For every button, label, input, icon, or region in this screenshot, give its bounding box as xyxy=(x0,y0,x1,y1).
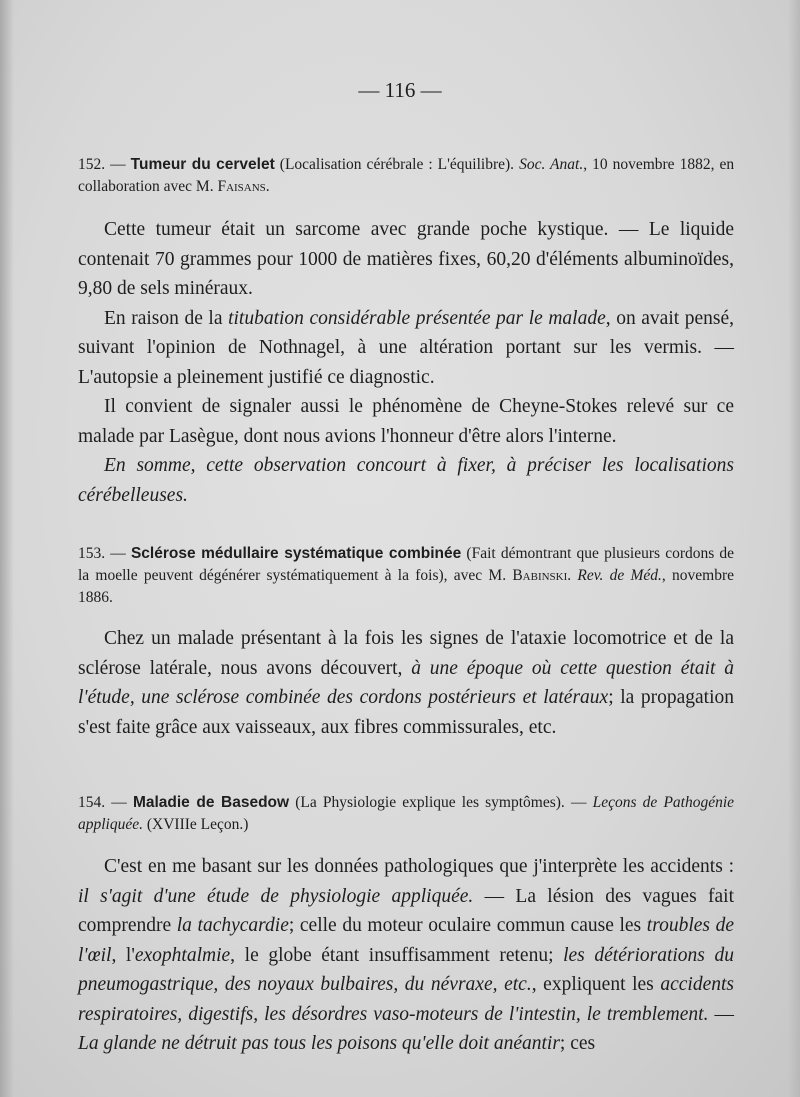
italic-text: à une époque où cette question était à l'étude, une sclérose combinée des cordons postérieurs et latéraux xyxy=(78,657,734,708)
entry-description: (Localisation cérébrale : L'équilibre). xyxy=(279,156,515,173)
text-run: En raison de la xyxy=(104,307,229,329)
text-run: ; celle du moteur oculaire commun cause les xyxy=(288,915,647,936)
body-153 xyxy=(78,624,734,742)
italic-text: La glande ne détruit pas tous les poisons qu'elle doit anéantir xyxy=(78,1033,560,1054)
reference-153 xyxy=(78,543,734,609)
entry-description: (Fait démontrant que plusieurs cordons de la moelle peuvent dégénérer systématiquement à la fois), avec M. xyxy=(78,545,735,584)
paragraph xyxy=(78,451,734,510)
entry-title: Tumeur du cervelet xyxy=(130,156,275,173)
body-154 xyxy=(78,852,734,1059)
entry-number: 154. xyxy=(78,794,106,811)
text-run: — xyxy=(708,1003,734,1025)
italic-text: la tachycardie xyxy=(176,915,289,936)
entry-title: Maladie de Basedow xyxy=(132,794,290,811)
text-run: ; ces xyxy=(559,1033,596,1054)
entry-journal: Leçons de Pathogénie appliquée. xyxy=(78,794,735,833)
entry-date: , 10 novembre 1882, en collaboration avec M. xyxy=(78,156,735,195)
entry-number: 152. xyxy=(78,156,106,173)
italic-text: En somme, cette observation concourt à fixer, à préciser les localisations cérébelleuses. xyxy=(78,455,734,506)
reference-152 xyxy=(78,154,734,198)
text-run: C'est en me basant sur les données pathologiques que j'interprète les accidents : xyxy=(104,856,734,877)
paragraph xyxy=(78,852,734,1059)
entry-date: , novembre 1886. xyxy=(78,567,735,606)
italic-text: les détériorations du pneumogastrique, des noyaux bulbaires, du névraxe, etc. xyxy=(78,944,734,995)
entry-date: (XVIIIe Leçon.) xyxy=(146,816,249,833)
page-edge-left xyxy=(0,0,14,1097)
paragraph xyxy=(78,304,734,393)
text-run: ; la propagation s'est faite grâce aux vaisseaux, aux fibres commissurales, etc. xyxy=(78,687,734,738)
italic-text: titubation considérable présentée par le malade xyxy=(228,307,606,329)
italic-text: accidents respiratoires, digestifs, les désordres vaso-moteurs de l'intestin, le tremblement. xyxy=(78,974,734,1025)
paragraph xyxy=(78,624,734,742)
text-run: Chez un malade présentant à la fois les signes de l'ataxie locomotrice et de la sclérose latérale, nous avons découvert, xyxy=(78,628,734,679)
text-run: , le globe étant insuffisamment retenu; xyxy=(230,944,564,966)
entry-author: Faisans. xyxy=(217,178,270,195)
entry-number: 153. xyxy=(78,545,106,562)
paragraph xyxy=(78,392,734,451)
body-152 xyxy=(78,215,734,510)
entry-title: Sclérose médullaire systématique combinée xyxy=(130,545,462,562)
page-number: — 116 — xyxy=(358,78,442,102)
entry-dash: — xyxy=(111,794,127,811)
entry-dash: — xyxy=(110,545,126,562)
entry-journal: Soc. Anat. xyxy=(519,156,584,173)
text-run: , on avait pensé, suivant l'opinion de Nothnagel, à une altération portant sur les vermis. — L'autopsie a pleinement justifié ce diagnostic. xyxy=(78,307,734,388)
entry-dash: — xyxy=(110,156,126,173)
reference-154 xyxy=(78,792,734,836)
paragraph xyxy=(78,215,734,304)
entry-journal: Rev. de Méd. xyxy=(577,567,662,584)
page-edge-right xyxy=(788,0,800,1097)
italic-text: exophtalmie xyxy=(134,944,231,966)
text-run: Il convient de signaler aussi le phénomène de Cheyne-Stokes relevé sur ce malade par Lasègue, dont nous avions l'honneur d'être alors l'interne. xyxy=(78,396,734,447)
entry-author: Babinski. xyxy=(512,567,572,584)
text-run: , expliquent les xyxy=(531,974,661,995)
entry-description: (La Physiologie explique les symptômes). — xyxy=(295,794,587,811)
text-run: , l' xyxy=(111,944,135,966)
text-run: — La lésion des vagues fait comprendre xyxy=(78,885,734,936)
italic-text: troubles de l'œil xyxy=(78,915,734,966)
italic-text: il s'agit d'une étude de physiologie appliquée. xyxy=(78,885,474,907)
text-run: Cette tumeur était un sarcome avec grande poche kystique. — Le liquide contenait 70 grammes pour 1000 de matières fixes, 60,20 d'éléments albuminoïdes, 9,80 de sels minéraux. xyxy=(78,219,734,299)
